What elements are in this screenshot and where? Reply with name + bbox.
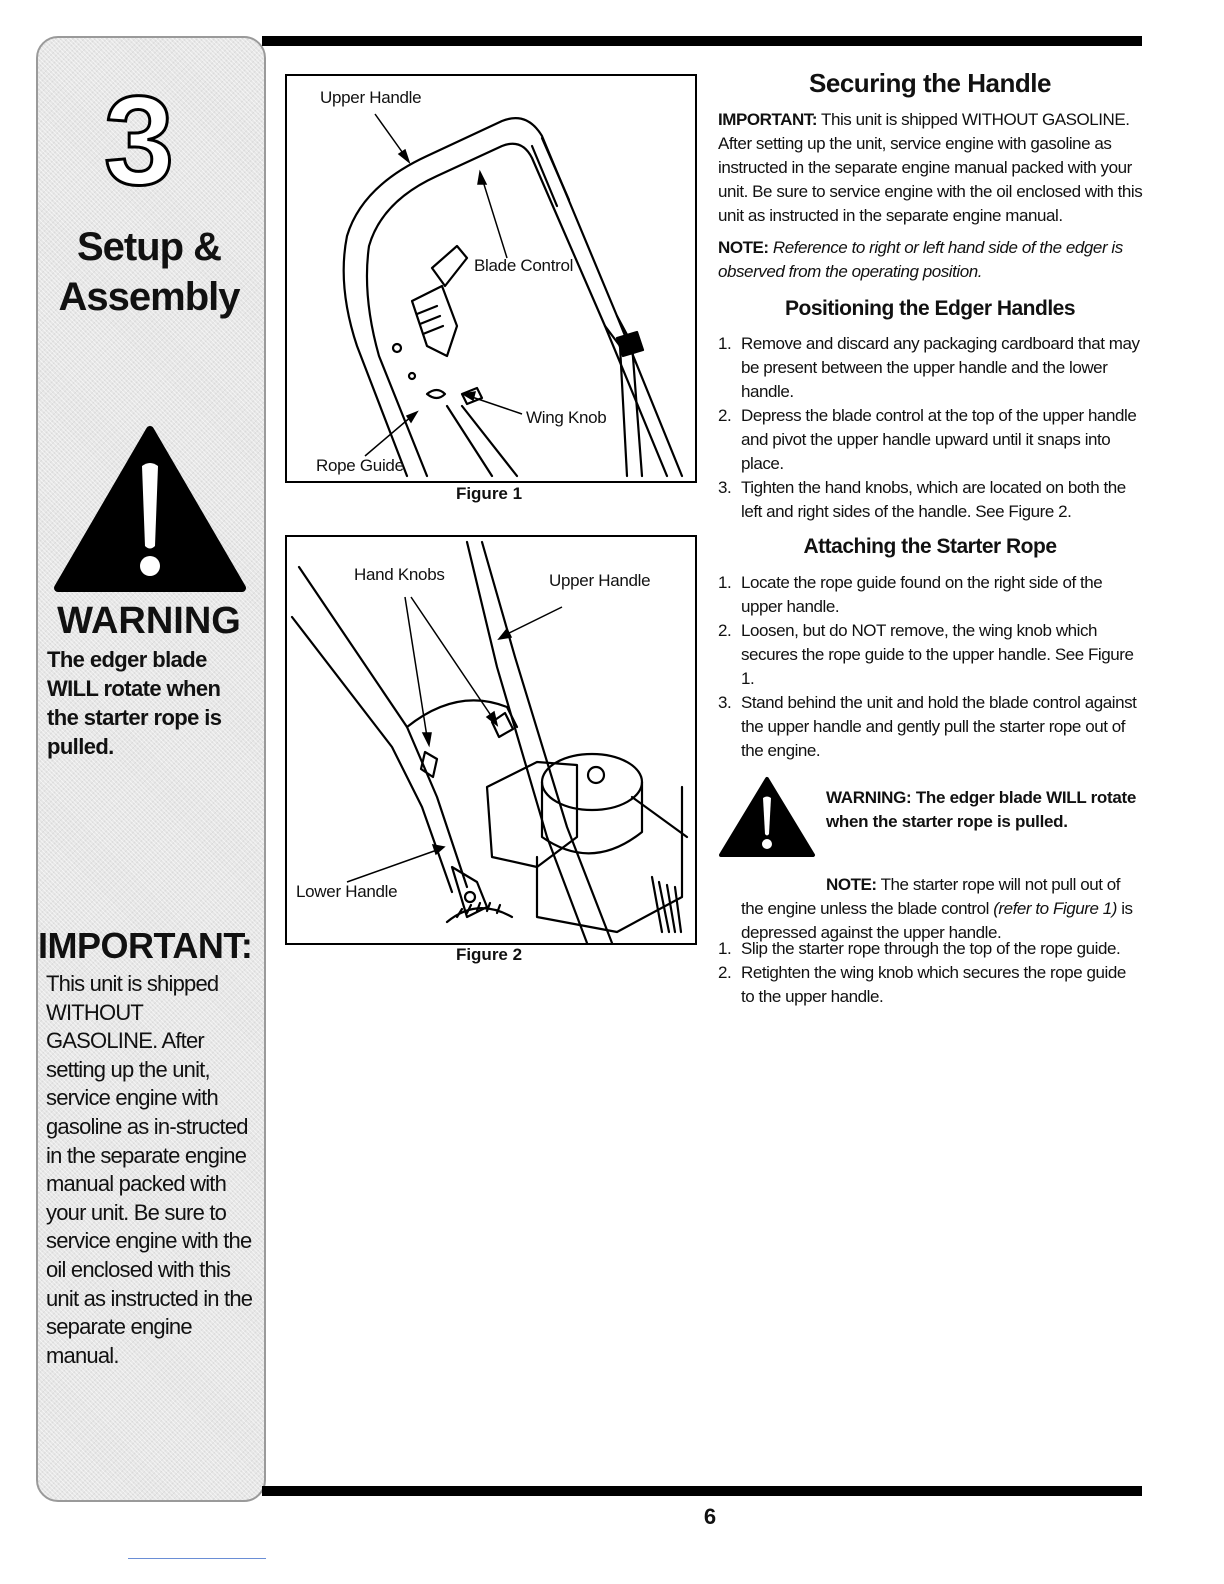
note-paragraph xyxy=(718,236,1146,284)
final-steps xyxy=(718,937,1142,1009)
important-paragraph xyxy=(718,108,1146,228)
page-title: Securing the Handle xyxy=(809,68,1051,98)
section-title-line2: Assembly xyxy=(58,275,240,319)
step-number: 2. xyxy=(718,406,732,425)
step-text: Locate the rope guide found on the right side of the upper handle. xyxy=(741,573,1103,616)
step-text: Loosen, but do NOT remove, the wing knob which secures the rope guide to the upper handle. See Figure 1. xyxy=(741,621,1134,688)
fig2-label-lower-handle: Lower Handle xyxy=(296,882,398,901)
figure-2-caption: Figure 2 xyxy=(455,945,523,964)
list-item xyxy=(718,476,1142,524)
fig1-label-blade-control: Blade Control xyxy=(474,256,574,275)
list-item xyxy=(718,691,1142,763)
sidebar-warning-heading: WARNING xyxy=(57,600,241,642)
step-number: 3. xyxy=(718,478,732,497)
sidebar-important-heading: IMPORTANT: xyxy=(38,925,253,966)
list-item xyxy=(718,332,1142,404)
starter-note-ref: (refer to Figure 1) xyxy=(993,899,1117,918)
figure-1-caption: Figure 1 xyxy=(455,484,523,503)
inline-warning-text: WARNING: The edger blade WILL rotate when the starter rope is pulled. xyxy=(826,788,1137,831)
fig1-label-rope-guide: Rope Guide xyxy=(316,456,404,475)
section-title-line1: Setup & xyxy=(76,225,222,269)
fig2-label-hand-knobs: Hand Knobs xyxy=(354,565,445,584)
page-number: 6 xyxy=(703,1504,717,1529)
top-rule xyxy=(262,36,1142,46)
step-number: 1. xyxy=(718,334,732,353)
positioning-steps xyxy=(718,332,1142,524)
fig2-label-upper-handle: Upper Handle xyxy=(549,571,651,590)
list-item xyxy=(718,937,1142,961)
step-number: 2. xyxy=(718,621,732,640)
important-label: IMPORTANT: xyxy=(718,110,818,129)
starter-note xyxy=(741,873,1141,945)
list-item xyxy=(718,619,1142,691)
fig1-label-wing-knob: Wing Knob xyxy=(526,408,607,427)
section-title xyxy=(36,222,262,322)
starter-rope-heading: Attaching the Starter Rope xyxy=(803,535,1057,558)
step-number: 1. xyxy=(718,939,732,958)
starter-note-label: NOTE: xyxy=(826,875,877,894)
list-item xyxy=(718,961,1142,1009)
bottom-divider xyxy=(128,1558,266,1559)
starter-note-text-before: The starter rope will not pull out of the engine unless the blade control xyxy=(741,875,1121,918)
step-text: Remove and discard any packaging cardboard that may be present between the upper handle and the lower handle. xyxy=(741,334,1140,401)
note-label: NOTE: xyxy=(718,238,769,257)
figure-1-drawing xyxy=(287,76,695,481)
list-item xyxy=(718,571,1142,619)
bottom-rule xyxy=(262,1486,1142,1496)
list-item xyxy=(718,404,1142,476)
important-text: This unit is shipped WITHOUT GASOLINE. After setting up the unit, service engine with gasoline as instructed in the separate engine manual packed with your unit. Be sure to service engine with the oil enclosed with this unit as instructed in the separate engine manual. xyxy=(718,110,1143,225)
sidebar-warning-text: The edger blade WILL rotate when the starter rope is pulled. xyxy=(47,647,222,759)
fig1-label-upper-handle: Upper Handle xyxy=(320,88,422,107)
step-text: Depress the blade control at the top of the upper handle and pivot the upper handle upward until it snaps into place. xyxy=(741,406,1137,473)
note-text: Reference to right or left hand side of the edger is observed from the operating position. xyxy=(718,238,1123,281)
step-text: Tighten the hand knobs, which are located on both the left and right sides of the handle. See Figure 2. xyxy=(741,478,1126,521)
step-number: 2. xyxy=(718,963,732,982)
step-number: 3. xyxy=(718,693,732,712)
step-number: 1. xyxy=(718,573,732,592)
warning-triangle-icon xyxy=(718,776,816,858)
starter-steps xyxy=(718,571,1142,763)
sidebar-important-text: This unit is shipped WITHOUT GASOLINE. After setting up the unit, service engine with gasoline as in-structed in the separate engine manual packed with your unit. Be sure to service engine with the oil enclosed with this unit as instructed in the separate engine manual. xyxy=(46,971,253,1368)
positioning-heading: Positioning the Edger Handles xyxy=(784,297,1076,320)
starter-note-text-after: is depressed against the upper handle. xyxy=(741,899,1133,942)
warning-triangle-icon xyxy=(52,424,248,594)
step-text: Stand behind the unit and hold the blade control against the upper handle and gently pull the starter rope out of the engine. xyxy=(741,693,1137,760)
figure-1 xyxy=(285,74,697,483)
chapter-number: 3 xyxy=(104,70,175,211)
step-text: Slip the starter rope through the top of the rope guide. xyxy=(741,939,1121,958)
step-text: Retighten the wing knob which secures the rope guide to the upper handle. xyxy=(741,963,1126,1006)
